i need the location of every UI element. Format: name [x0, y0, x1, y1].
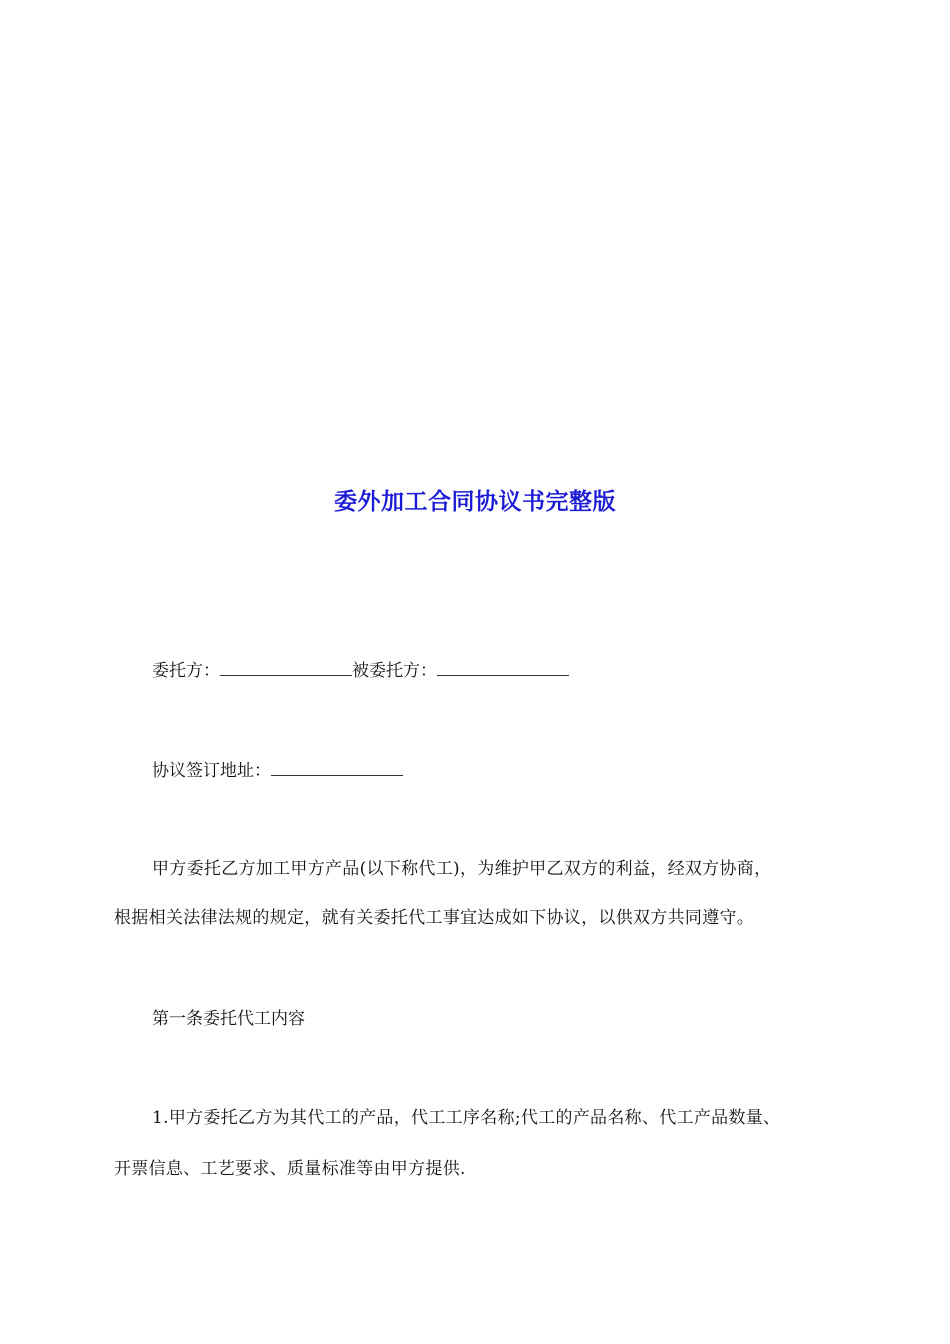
signing-place-blank	[271, 758, 403, 776]
contractor-blank	[437, 658, 569, 676]
document-title: 委外加工合同协议书完整版	[334, 489, 616, 515]
contractor-label: 被委托方：	[352, 661, 437, 681]
article-1-heading: 第一条委托代工内容	[152, 1009, 305, 1029]
client-label: 委托方：	[152, 661, 220, 681]
client-blank	[220, 658, 352, 676]
signing-place-line	[152, 758, 854, 783]
article-1-item-1-line-2: 开票信息、工艺要求、质量标准等由甲方提供.	[114, 1159, 466, 1179]
intro-line-2: 根据相关法律法规的规定，就有关委托代工事宜达成如下协议，以供双方共同遵守。	[114, 908, 755, 928]
parties-line	[152, 658, 854, 683]
signing-place-label: 协议签订地址：	[152, 761, 271, 781]
intro-line-1: 甲方委托乙方加工甲方产品(以下称代工)，为维护甲乙双方的利益，经双方协商，	[152, 859, 772, 879]
article-1-item-1-line-1: 1.甲方委托乙方为其代工的产品，代工工序名称;代工的产品名称、代工产品数量、	[152, 1108, 781, 1128]
